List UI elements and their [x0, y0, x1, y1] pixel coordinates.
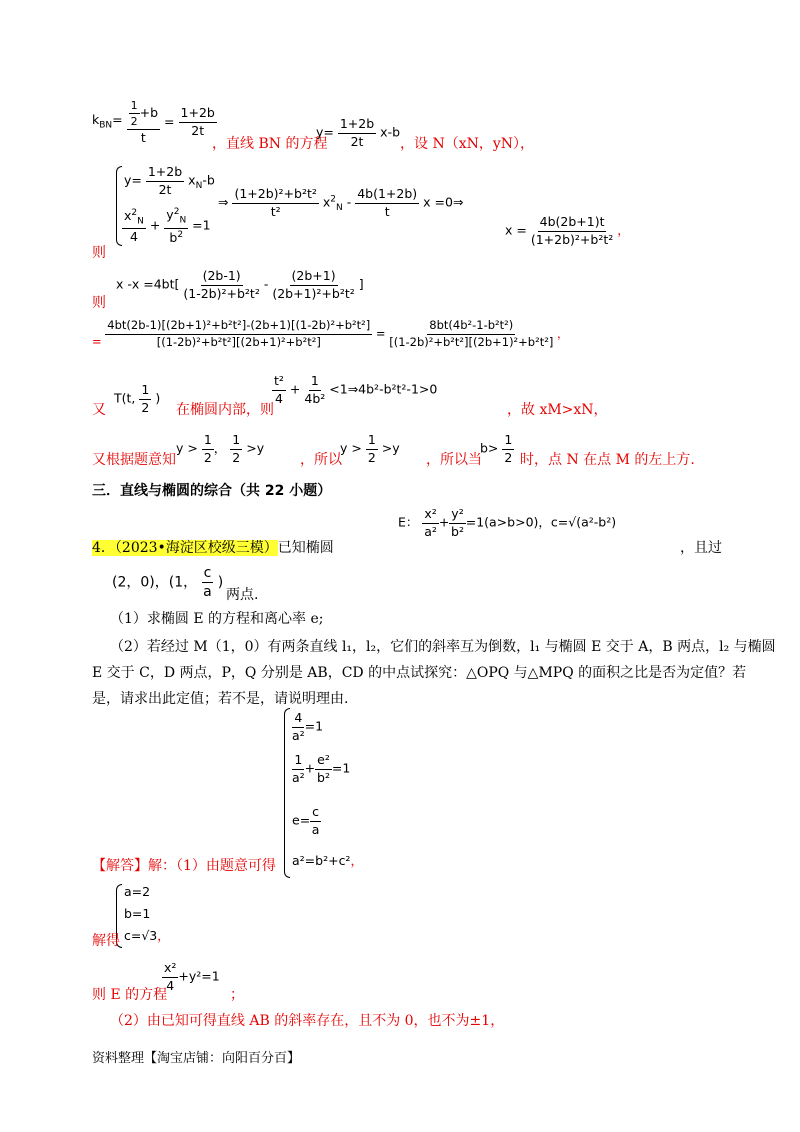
when-text: 时，点 N 在点 M 的左上方.	[520, 452, 695, 468]
solution-b: b=1	[124, 906, 151, 921]
question-2-line-3: 是，请求出此定值；若不是，请说明理由.	[92, 691, 349, 707]
problem4-number: 4．（2023•海淀区校级三模）已知椭圆	[92, 540, 334, 556]
ze-label-2: 则	[92, 295, 106, 311]
question-1: （1）求椭圆 E 的方程和离心率 e;	[110, 611, 324, 627]
yn-ym-inequality-2: y > $\frac{1}{2}$ >y	[340, 432, 400, 465]
answer-sys-2: $\frac{1}{\text{a²}}$ + $\frac{\text{e²}}{\text{b²}}$ =1	[292, 752, 351, 785]
kbn-expression: $k_{BN}=$ $\frac{1}{2}$ +b t = $\frac{1+2b}{2t}$	[92, 99, 215, 145]
answer-sys-4: a²=b²+c²，	[292, 853, 363, 868]
section-title: 三．直线与椭圆的综合（共 22 小题）	[92, 483, 332, 499]
b-gt-half: b> $\frac{1}{2}$	[480, 432, 513, 465]
solve-label: 解得	[92, 933, 120, 949]
line-bn-equation: y= $\frac{1+2b}{2t}$ x-b	[316, 116, 401, 149]
yn-ym-inequality: y > $\frac{1}{2}$ ， $\frac{1}{2}$ >y	[176, 432, 265, 465]
so-xm-xn-text: ，故 xM>xN，	[507, 402, 608, 418]
semicolon: ；	[230, 987, 244, 1003]
part-2-text: （2）由已知可得直线 AB 的斜率存在，且不为 0，也不为±1，	[110, 1013, 505, 1029]
substitution-expression: ⇒ $\frac{\text{(1+2b)²+b²t²}}{\text{t²}}$ $x^2_N$ - $\frac{4b(1+2b)}{t}$ x =0⇒	[218, 186, 464, 219]
eq-label: 则 E 的方程	[92, 987, 168, 1003]
ellipse-final-equation: $\frac{\text{x²}}{4}$ +y²=1	[164, 960, 220, 993]
kbn-fraction: $\frac{1}{2}$ +b t	[127, 100, 160, 145]
xn-result: x = $\frac{4b(2b+1)t}{\text{(1+2b)²+b²t²}}$ ，	[505, 214, 630, 247]
line-bn-text: ，直线 BN 的方程	[212, 136, 328, 152]
system-line1: y= $\frac{1+2b}{2t}$ $x_N-b$	[124, 164, 215, 197]
point-t: T(t, $\frac{1}{2}$ )	[114, 382, 161, 415]
footer-text: 资料整理【淘宝店铺：向阳百分百】	[92, 1051, 301, 1066]
answer-sys-3: e= $\frac{c}{a}$	[292, 804, 320, 837]
set-n-text: ，设 N（xN，yN），	[400, 136, 535, 152]
you-label: 又	[92, 402, 106, 418]
by-problem-text: 又根据题意知	[92, 452, 176, 468]
xm-minus-xn: x -x =4bt[ $\frac{(2b-1)}{\text{(1-2b)²+b²t²}}$ - $\frac{(2b+1)}{\text{(2b+1)²+b²t²}}$ ]	[116, 268, 364, 301]
answer-system-brace	[284, 708, 290, 878]
in-ellipse-text: 在椭圆内部，则	[176, 402, 274, 418]
solution-c: c=√3，	[124, 928, 170, 943]
answer-label: 【解答】解：（1）由题意可得	[92, 858, 276, 874]
question-2-line-1: （2）若经过 M（1，0）有两条直线 l₁，l₂，它们的斜率互为倒数，l₁ 与椭圆 E 交于 A，B 两点，l₂ 与椭圆	[110, 639, 776, 655]
system-line2: $\frac{x^2_N}{4}$ + $\frac{y^2_N}{b^2}$ =1	[124, 207, 211, 245]
answer-sys-1: $\frac{4}{\text{a²}}$ =1	[292, 710, 324, 743]
inequality-expression: $\frac{\text{t²}}{4}$ + $\frac{1}{\text{4b²}}$ <1⇒4b²-b²t²-1>0	[274, 373, 438, 406]
passes-text: ，且过	[680, 540, 722, 556]
ellipse-equation: E： $\frac{\text{x²}}{\text{a²}}$ + $\frac{\text{y²}}{\text{b²}}$ =1(a>b>0)，c=√(a²-b²)	[398, 506, 617, 539]
so-when-text: ，所以当	[426, 452, 482, 468]
slope-fraction: $\frac{1+2b}{2t}$	[180, 105, 215, 138]
so-text: ，所以	[300, 452, 342, 468]
ze-label-1: 则	[92, 245, 106, 261]
solution-a: a=2	[124, 884, 151, 899]
two-points-text: 两点.	[226, 587, 259, 603]
points-expression: (2，0)，(1， $\frac{c}{a}$ )	[112, 565, 224, 600]
long-fraction-expression: = $\frac{\text{4bt(2b-1)[(2b+1)²+b²t²]-(2b+1)[(1-2b)²+b²t²]}}{\text{[(1-2b)²+b²t²][(2b+1)²+b²t²]}}$ = $\frac{\text{8bt(4b²-1-b²t²)}}{\text{[(1-2b)²+b²t²][(2b+1)²+b²t²]}}$ ，	[92, 318, 569, 349]
question-2-line-2: E 交于 C，D 两点，P，Q 分别是 AB，CD 的中点试探究：△OPQ 与△MPQ 的面积之比是否为定值？若	[92, 665, 747, 681]
